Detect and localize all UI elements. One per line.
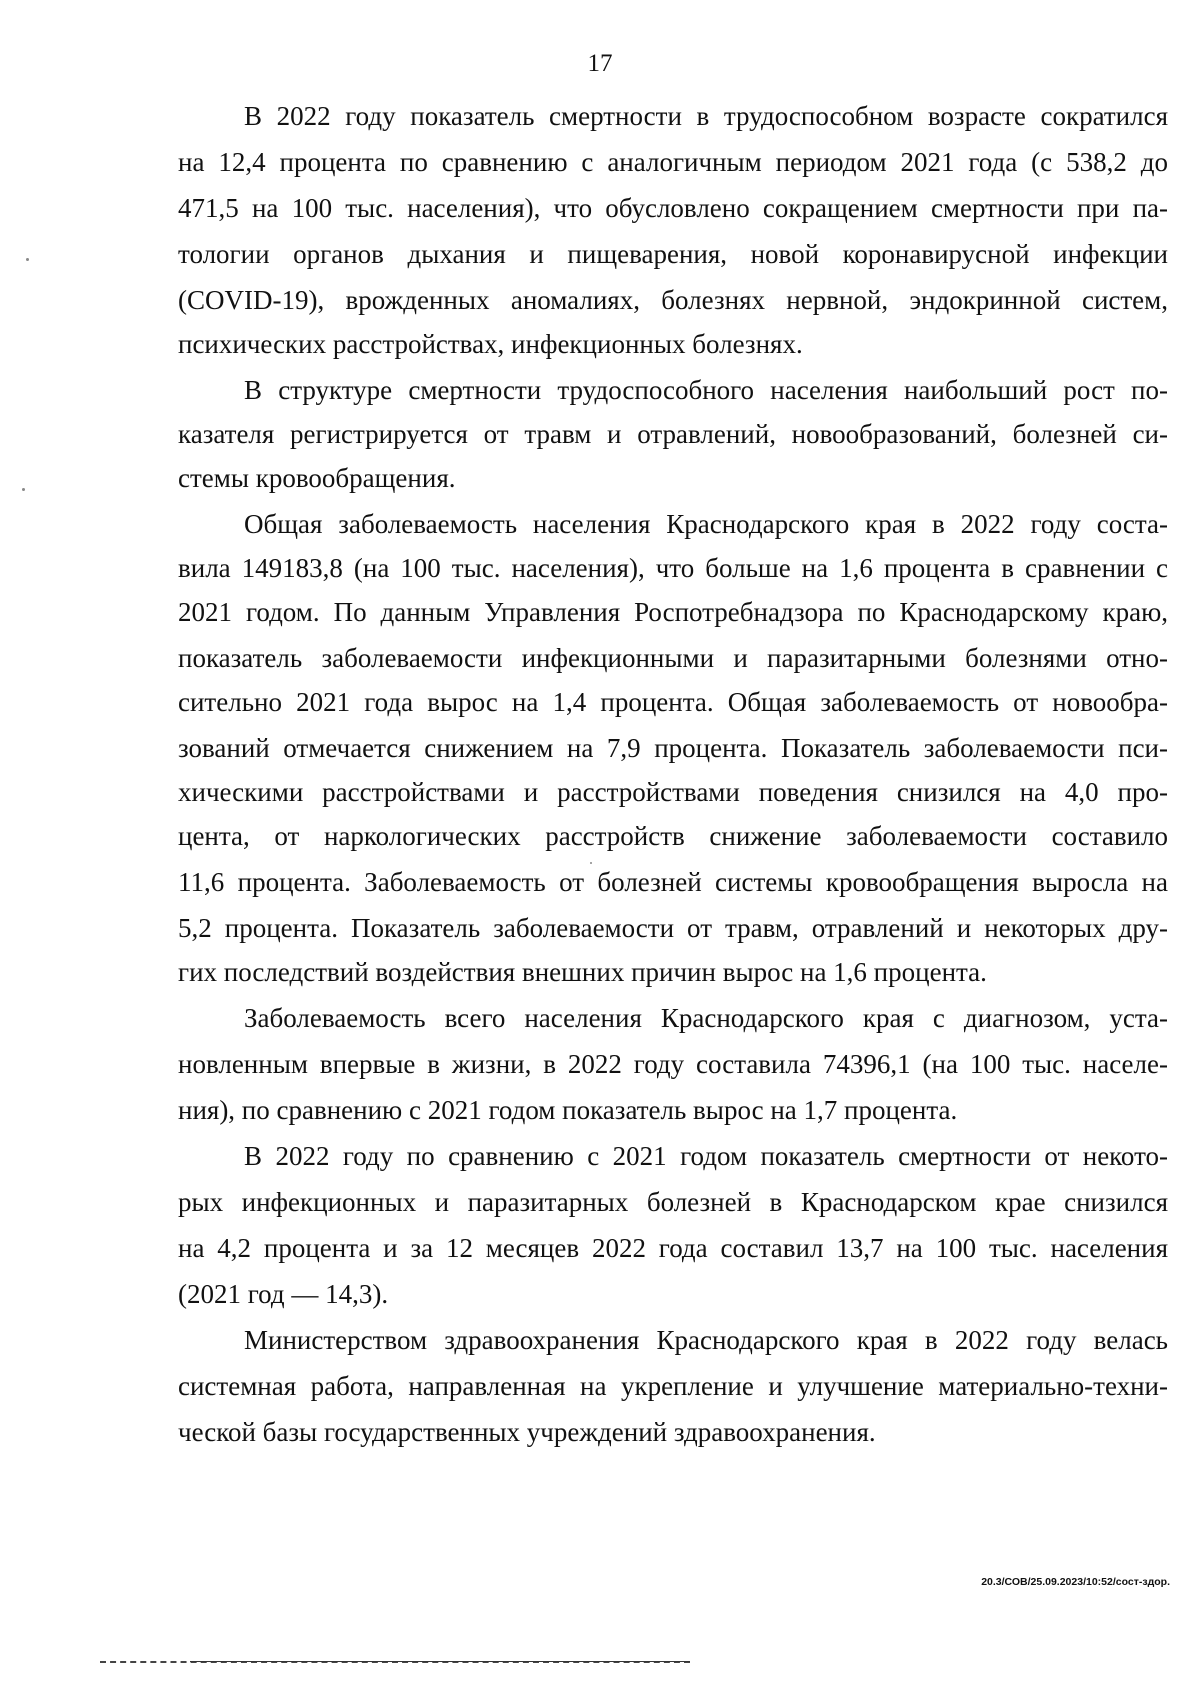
text-line: зований отмечается снижением на 7,9 процента. Показатель заболеваемости пси- [178, 733, 1168, 763]
scan-speck [26, 258, 29, 261]
text-line: Общая заболеваемость населения Краснодарского края в 2022 году соста- [244, 509, 1168, 539]
text-line: 471,5 на 100 тыс. населения), что обусловлено сокращением смертности при па- [178, 193, 1168, 223]
text-line: цента, от наркологических расстройств снижение заболеваемости составило [178, 821, 1168, 851]
text-line: В структуре смертности трудоспособного населения наибольший рост по- [244, 375, 1168, 405]
text-line: психических расстройствах, инфекционных болезнях. [178, 329, 803, 359]
text-line: 2021 годом. По данным Управления Роспотребнадзора по Краснодарскому краю, [178, 597, 1168, 627]
text-line: ческой базы государственных учреждений здравоохранения. [178, 1417, 876, 1447]
text-line: стемы кровообращения. [178, 463, 456, 493]
text-line: тологии органов дыхания и пищеварения, новой коронавирусной инфекции [178, 239, 1168, 269]
text-line: хическими расстройствами и расстройствами поведения снизился на 4,0 про- [178, 777, 1168, 807]
text-line: гих последствий воздействия внешних причин вырос на 1,6 процента. [178, 957, 987, 987]
text-line: рых инфекционных и паразитарных болезней в Краснодарском крае снизился [178, 1187, 1168, 1217]
page-number: 17 [587, 50, 613, 77]
text-line: Министерством здравоохранения Краснодарского края в 2022 году велась [244, 1325, 1168, 1355]
text-line: В 2022 году показатель смертности в трудоспособном возрасте сократился [244, 101, 1168, 131]
scan-edge-line-solid [190, 1661, 690, 1662]
text-line: Заболеваемость всего населения Краснодарского края с диагнозом, уста- [244, 1003, 1168, 1033]
scan-speck [590, 862, 592, 864]
text-line: 11,6 процента. Заболеваемость от болезней системы кровообращения выросла на [178, 867, 1168, 897]
text-line: вила 149183,8 (на 100 тыс. населения), что больше на 1,6 процента в сравнении с [178, 553, 1168, 583]
text-line: казателя регистрируется от травм и отравлений, новообразований, болезней си- [178, 419, 1168, 449]
text-line: (2021 год — 14,3). [178, 1279, 389, 1309]
text-line: 5,2 процента. Показатель заболеваемости от травм, отравлений и некоторых дру- [178, 913, 1168, 943]
text-line: системная работа, направленная на укрепление и улучшение материально-техни- [178, 1371, 1168, 1401]
text-line: на 4,2 процента и за 12 месяцев 2022 года составил 13,7 на 100 тыс. населения [178, 1233, 1168, 1263]
text-line: сительно 2021 года вырос на 1,4 процента. Общая заболеваемость от новообра- [178, 687, 1168, 717]
document-registration-code: 20.3/СОВ/25.09.2023/10:52/сост-здор. [981, 1576, 1170, 1588]
scan-speck [22, 488, 25, 491]
text-line: показатель заболеваемости инфекционными и паразитарными болезнями отно- [178, 643, 1168, 673]
text-line: (COVID-19), врожденных аномалиях, болезнях нервной, эндокринной систем, [178, 285, 1168, 315]
text-line: новленным впервые в жизни, в 2022 году составила 74396,1 (на 100 тыс. населе- [178, 1049, 1168, 1079]
text-line: ния), по сравнению с 2021 годом показатель вырос на 1,7 процента. [178, 1095, 958, 1125]
text-line: на 12,4 процента по сравнению с аналогичным периодом 2021 года (с 538,2 до [178, 147, 1168, 177]
text-line: В 2022 году по сравнению с 2021 годом показатель смертности от некото- [244, 1141, 1168, 1171]
